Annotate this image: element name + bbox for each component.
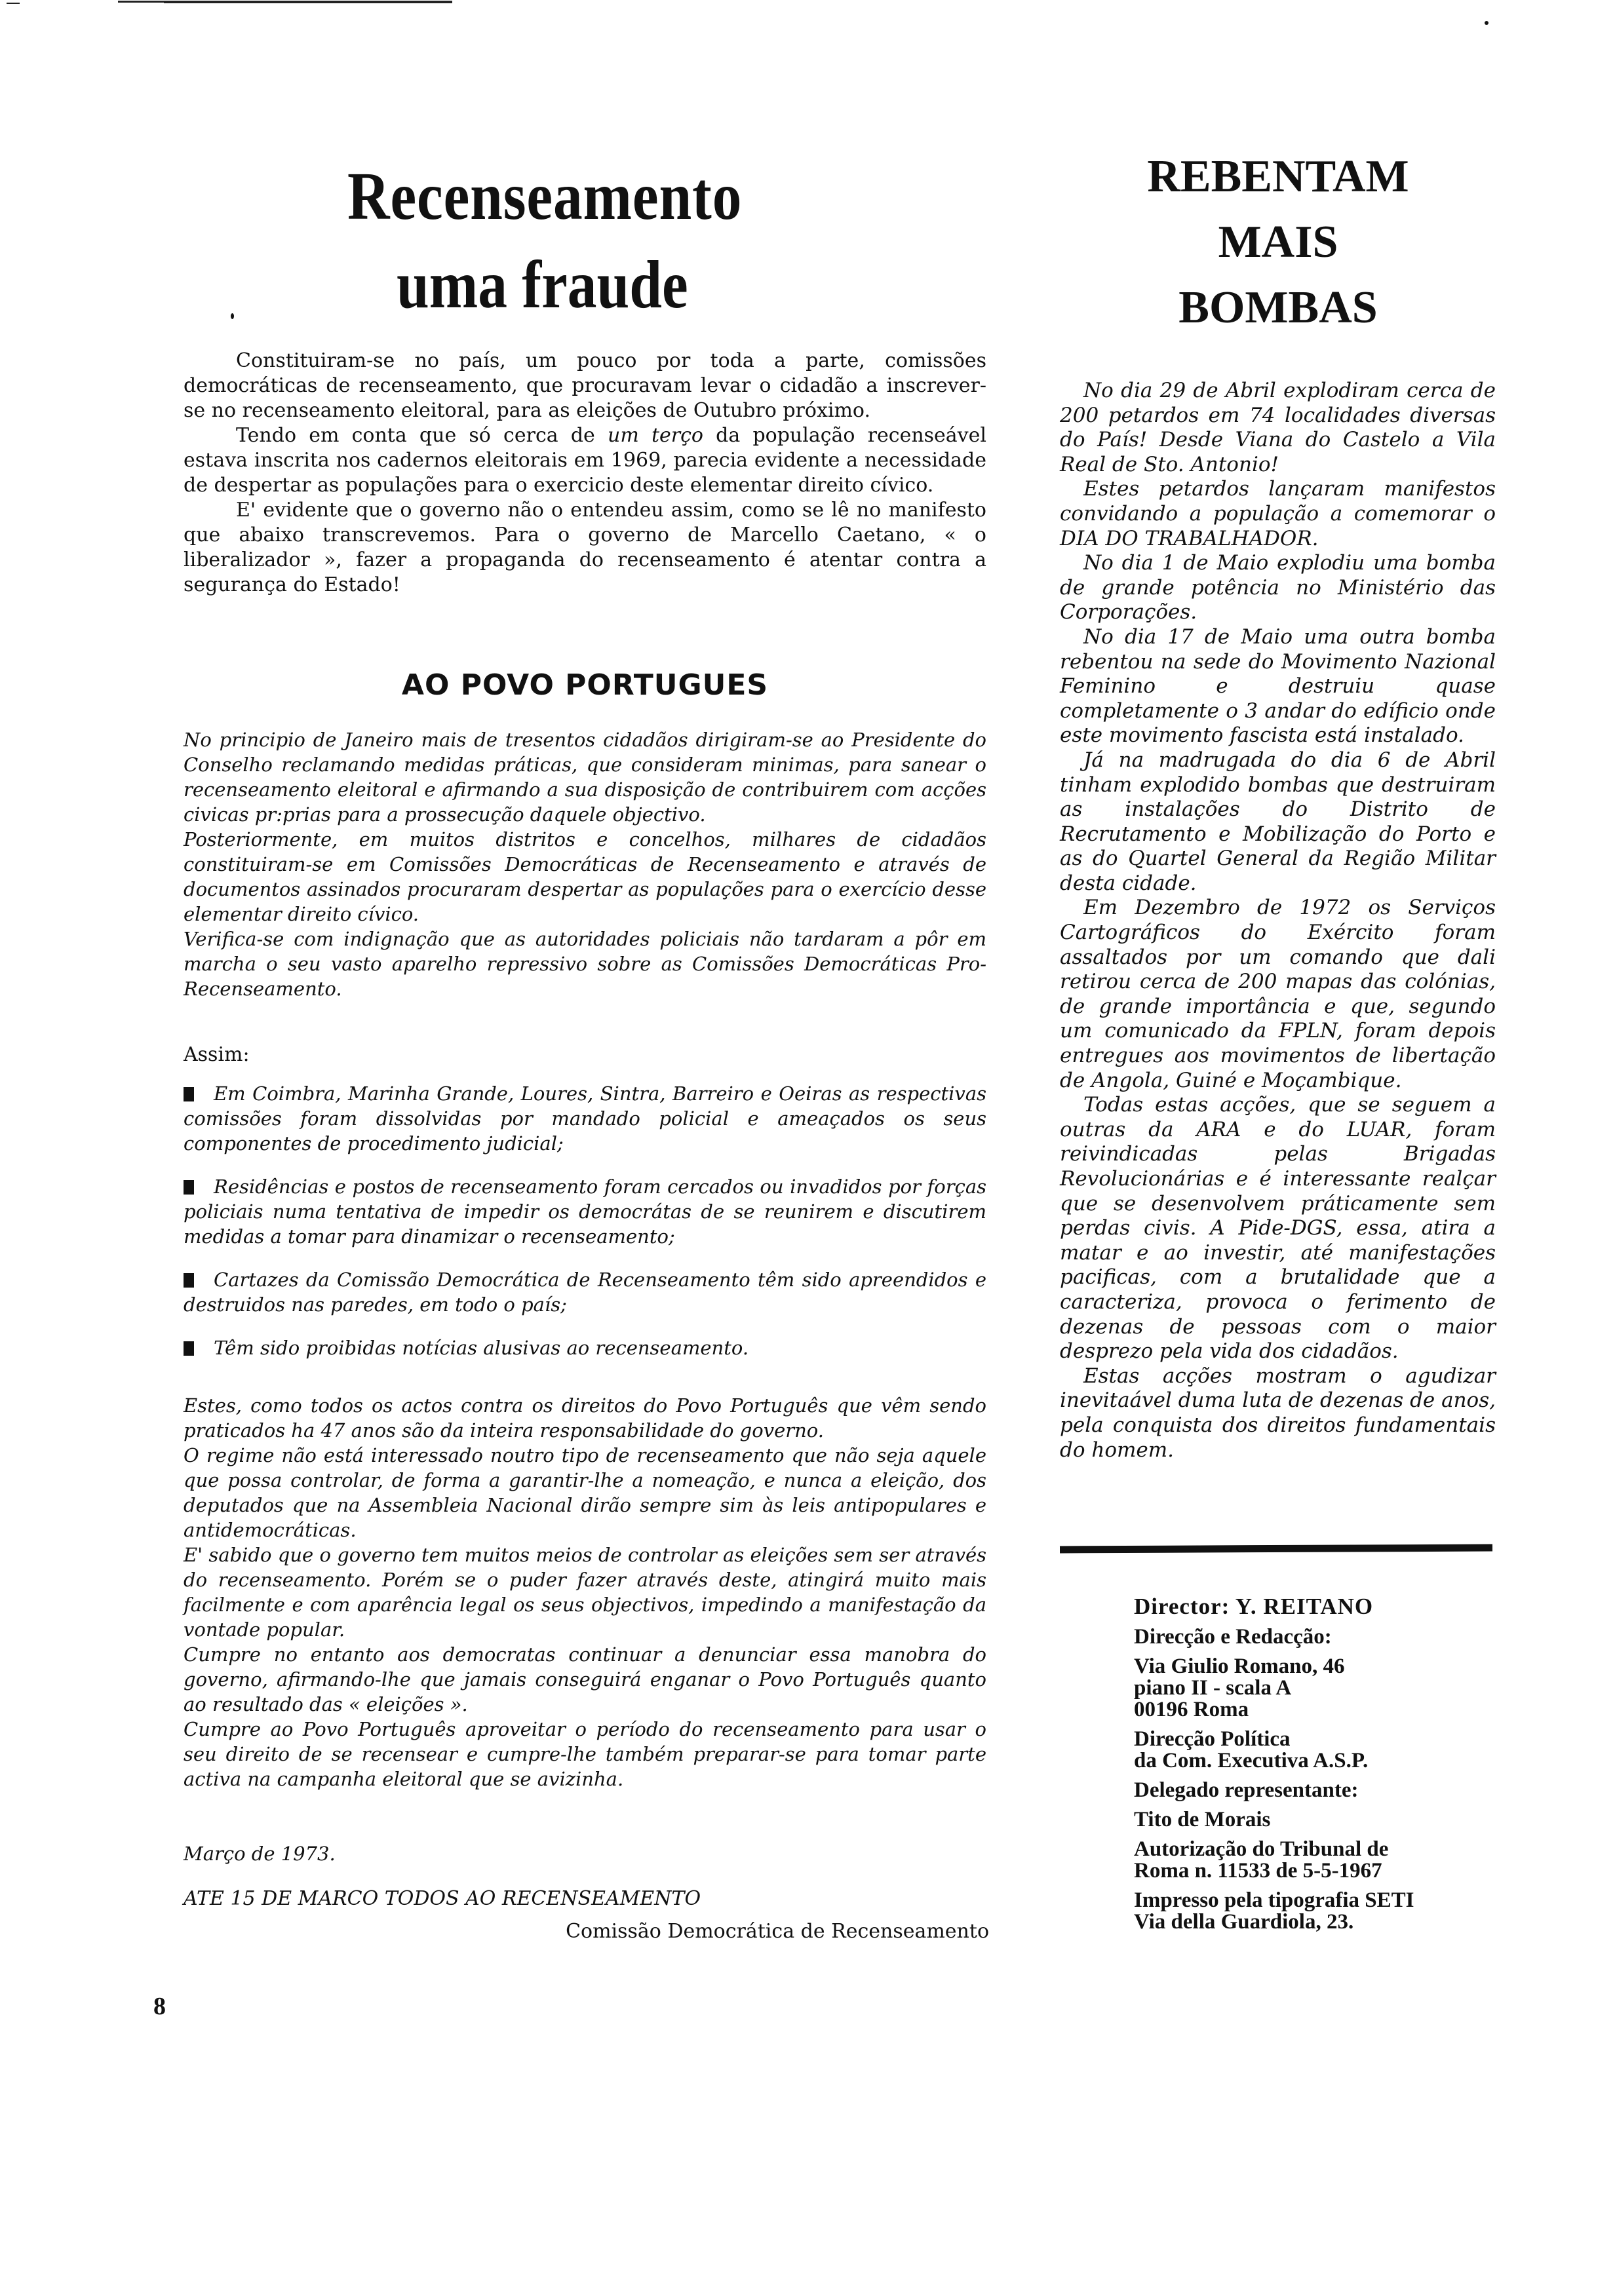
manifesto-signature: Comissão Democrática de Recenseamento (566, 1920, 989, 1943)
bullet-item: Em Coimbra, Marinha Grande, Loures, Sintra, Barreiro e Oeiras as respectivas comissões foram dissolvidas por mandado policial e ameaçados os seus componentes de procedimento judicial; (184, 1082, 986, 1155)
right-paragraph: Todas estas acções, que se seguem a outras da ARA e do LUAR, foram reivindicadas pelas Brigadas Revolucionárias e é interessante realçar que se desenvolvem práticamente sem perdas civis. A Pide-DGS, essa, atira a matar e ao investir, até manifestações pacificas, com a brutalidade que a caracteriza, provoca o ferimento de dezenas de pessoas com o maior desprezo pela vida dos cidadãos. (1060, 1093, 1496, 1364)
credits-group: Impresso pela tipografia SETI Via della Guardiola, 23. (1134, 1888, 1414, 1934)
closing-paragraph: E' sabido que o governo tem muitos meios de controlar as eleições sem ser através do recenseamento. Porém se o puder fazer através deste, atingirá muito mais facilmente e com aparência legal os seus objectivos, impedindo a manifestação da vontade popular. (184, 1544, 986, 1641)
bullet-item: Residências e postos de recenseamento foram cercados ou invadidos por forças policiais numa tentativa de impedir os democrátas de se reunirem e discutirem medidas a tomar para dinamizar o recenseamento; (184, 1176, 986, 1248)
assim-label: Assim: (184, 1043, 250, 1066)
bullet-item: Cartazes da Comissão Democrática de Recenseamento têm sido apreendidos e destruidos nas paredes, em todo o país; (184, 1269, 986, 1316)
right-paragraph: Estas acções mostram o agudizar inevitaável duma luta de dezenas de anos, pela conquista dos direitos fundamentais do homem. (1060, 1364, 1496, 1462)
closing-paragraph: Cumpre ao Povo Português aproveitar o período do recenseamento para usar o seu direito de se recensear e cumpre-lhe também preparar-se para tomar parte activa na campanha eleitoral que se avizinha. (184, 1718, 986, 1790)
scan-artifact-line (7, 3, 20, 4)
manifesto-paragraph: Posteriormente, em muitos distritos e concelhos, milhares de cidadãos constituiram-se em Comissões Democráticas de Recenseamento e através de documentos assinados procuraram despertar as populações para o exercício desse elementar direito cívico. (184, 828, 986, 925)
right-title-line3: BOMBAS (1178, 282, 1378, 333)
right-paragraph: Já na madrugada do dia 6 de Abril tinham explodido bombas que destruiram as instalações do Distrito de Recrutamento e Mobilização do Porto e as do Quartel General da Região Militar desta cidade. (1060, 748, 1496, 895)
manifesto-paragraph: No principio de Janeiro mais de tresentos cidadãos dirigiram-se ao Presidente do Conselho reclamando medidas práticas, que consideram minimas, para sanear o recenseamento eleitoral e afirmando a sua disposição de contribuirem com acções civicas pr:prias para a prossecução daquele objectivo. (184, 729, 986, 826)
intro-text (184, 349, 986, 598)
scan-speck (1485, 21, 1489, 25)
manifesto-text (184, 727, 986, 1001)
right-title-line1: REBENTAM (1147, 151, 1409, 202)
credits-group: Direcção Política da Com. Executiva A.S.P. (1134, 1727, 1369, 1772)
closing-paragraph: O regime não está interessado noutro tipo de recenseamento que não seja aquele que possa controlar, de forma a garantir-lhe a nomeação, e nunca a eleição, dos deputados que na Assembleia Nacional dirão sempre sim às leis antipopulares e antidemocráticas. (184, 1444, 986, 1541)
masthead-credits (1134, 1596, 1501, 1941)
closing-paragraph: Cumpre no entanto aos democratas continuar a denunciar essa manobra do governo, afirmando-lhe que jamais conseguirá enganar o Povo Português quanto ao resultado das « eleições ». (184, 1643, 986, 1715)
closing-text (184, 1393, 986, 1791)
right-paragraph: Estes petardos lançaram manifestos convidando a população a comemorar o DIA DO TRABALHADOR. (1060, 477, 1496, 550)
manifesto-paragraph: Verifica-se com indignação que as autoridades policiais não tardaram a pôr em marcha o seu vasto aparelho repressivo sobre as Comissões Democráticas Pro-Recenseamento. (184, 928, 986, 1000)
right-paragraph: No dia 29 de Abril explodiram cerca de 200 petardos em 74 localidades diversas do País! Desde Viana do Castelo a Vila Real de Sto. Antonio! (1060, 379, 1496, 476)
closing-paragraph: Estes, como todos os actos contra os direitos do Povo Português que vêm sendo praticados ha 47 anos são da inteira responsabilidade do governo. (184, 1394, 986, 1442)
right-title-line2: MAIS (1218, 217, 1338, 267)
article-title-line1: Recenseamento (347, 159, 743, 234)
bullet-item: Têm sido proibidas notícias alusivas ao recenseamento. (184, 1335, 986, 1360)
emphasis: um terço (608, 424, 703, 447)
intro-paragraph: Tendo em conta que só cerca de um terço da população recenseável estava inscrita nos cadernos eleitorais em 1969, parecia evidente a necessidade de despertar as populações para o exercicio deste elementar direito cívico. (184, 424, 986, 497)
manifesto-date: Março de 1973. (184, 1843, 336, 1865)
right-paragraph: No dia 1 de Maio explodiu uma bomba de grande potência no Ministério das Corporações. (1060, 551, 1496, 624)
right-article-text (1060, 379, 1496, 1463)
credits-group: Autorização do Tribunal de Roma n. 11533 de 5-5-1967 (1134, 1837, 1389, 1883)
intro-paragraph: E' evidente que o governo não o entendeu assim, como se lê no manifesto que abaixo transcrevemos. Para o governo de Marcello Caetano, « o liberalizador », fazer a propaganda do recenseamento é atentar contra a segurança do Estado! (184, 499, 986, 596)
credits-group: Tito de Morais (1134, 1808, 1271, 1831)
article-title-line2: uma fraude (397, 247, 688, 322)
page-number: 8 (153, 1993, 166, 2020)
bullet-list (184, 1081, 986, 1379)
square-bullet-icon (184, 1341, 194, 1356)
scan-speck (231, 313, 234, 319)
credits-group: Via Giulio Romano, 46 piano II - scala A 00196 Roma (1134, 1655, 1345, 1721)
credits-group: Direcção e Redacção: (1134, 1625, 1332, 1649)
section-heading: AO POVO PORTUGUES (401, 668, 769, 702)
credits-group: Delegado representante: (1134, 1778, 1359, 1802)
right-paragraph: Em Dezembro de 1972 os Serviços Cartográficos do Exército foram assaltados por um comando que dali retirou cerca de 200 mapas das colónias, de grande importância e que, segundo um comunicado da FPLN, foram depois entregues aos movimentos de libertação de Angola, Guiné e Moçambique. (1060, 896, 1496, 1092)
square-bullet-icon (184, 1180, 194, 1195)
divider-rule (1060, 1544, 1492, 1554)
top-rule (164, 1, 452, 3)
square-bullet-icon (184, 1087, 194, 1101)
intro-paragraph: Constituiram-se no país, um pouco por toda a parte, comissões democráticas de recenseamento, que procuravam levar o cidadão a inscrever-se no recenseamento eleitoral, para as eleições de Outubro próximo. (184, 349, 986, 422)
manifesto-slogan: ATE 15 DE MARCO TODOS AO RECENSEAMENTO (184, 1887, 701, 1910)
director-line: Director: Y. REITANO (1134, 1594, 1374, 1619)
square-bullet-icon (184, 1273, 194, 1288)
right-paragraph: No dia 17 de Maio uma outra bomba rebentou na sede do Movimento Nazional Feminino e destruiu quase completamente o 3 andar do edíficio onde este movimento fascista está instalado. (1060, 624, 1496, 748)
